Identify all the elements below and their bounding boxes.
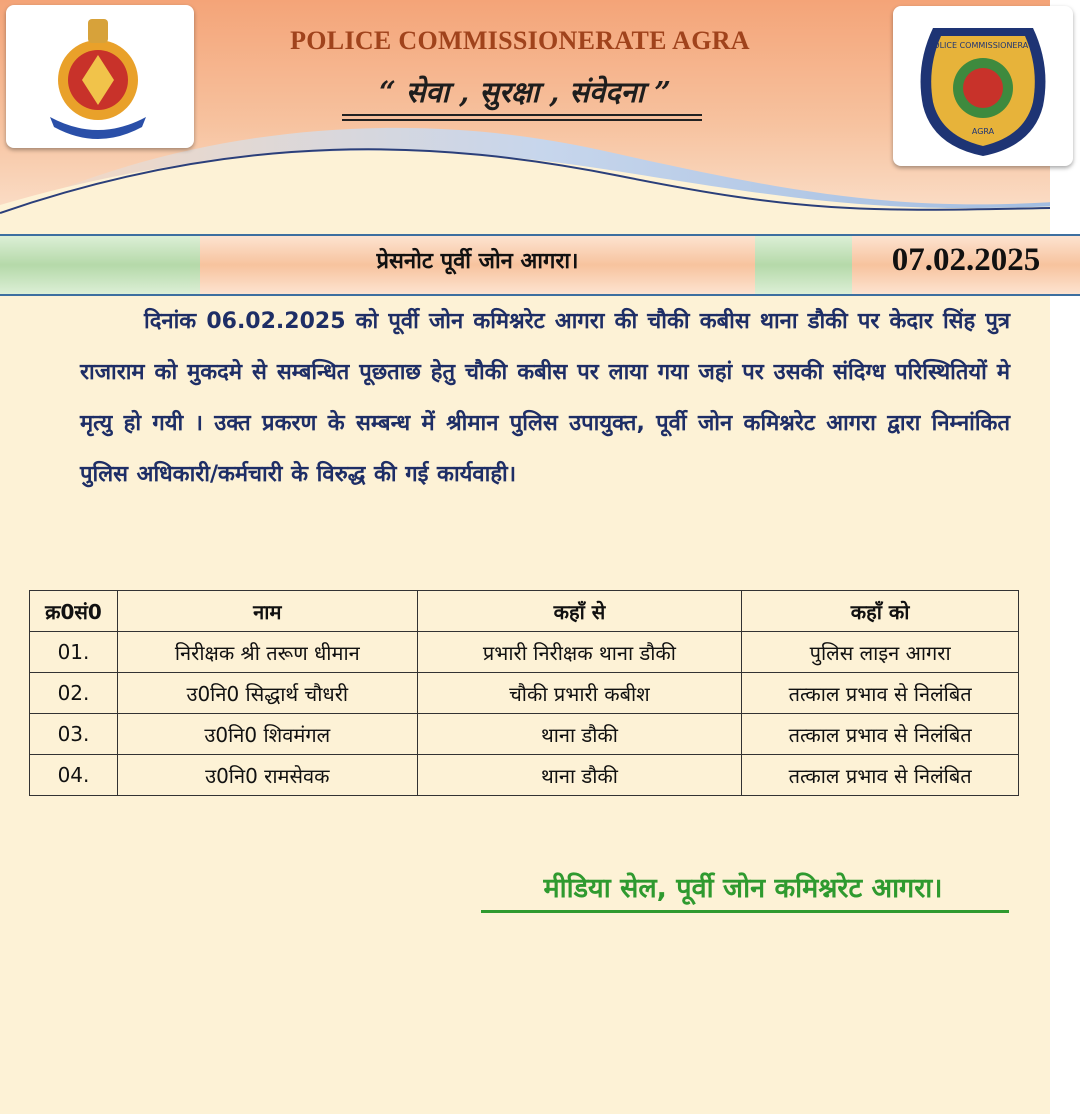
badge-bottom-text: AGRA	[971, 127, 995, 136]
police-commissionerate-badge-icon	[893, 6, 1073, 166]
cell-to: तत्काल प्रभाव से निलंबित	[742, 755, 1019, 796]
motto: “ सेवा , सुरक्षा , संवेदना ”	[379, 75, 671, 109]
cell-to: तत्काल प्रभाव से निलंबित	[742, 673, 1019, 714]
cell-from: थाना डौकी	[417, 755, 742, 796]
media-cell-signature: मीडिया सेल, पूर्वी जोन कमिश्नरेट आगरा।	[543, 873, 943, 904]
up-police-logo	[6, 5, 194, 148]
cell-name: उ0नि0 शिवमंगल	[117, 714, 417, 755]
header-to: कहाँ को	[742, 591, 1019, 632]
cell-from: थाना डौकी	[417, 714, 742, 755]
press-note-date: 07.02.2025	[891, 242, 1041, 278]
press-note-paragraph: दिनांक 06.02.2025 को पूर्वी जोन कमिश्नरेट आगरा की चौकी कबीस थाना डौकी पर केदार सिंह पुत्र राजाराम को मुकदमे से सम्बन्धित पूछताछ हेतु चौकी कबीस पर लाया गया जहां पर उसकी संदिग्ध परिस्थितियों मे मृत्यु हो गयी । उक्त प्रकरण के सम्बन्ध में श्रीमान पुलिस उपायुक्त, पूर्वी जोन कमिश्नरेट आगरा द्वारा निम्नांकित पुलिस अधिकारी/कर्मचारी के विरुद्ध की गई कार्यवाही।	[80, 309, 1010, 487]
signature-underline	[481, 910, 1009, 913]
cell-serial: 02.	[30, 673, 118, 714]
cell-name: निरीक्षक श्री तरूण धीमान	[117, 632, 417, 673]
cell-from: प्रभारी निरीक्षक थाना डौकी	[417, 632, 742, 673]
table-row	[30, 632, 1019, 673]
letterhead	[0, 0, 1080, 230]
commissionerate-logo	[893, 6, 1073, 166]
header-serial: क्र0सं0	[30, 591, 118, 632]
cell-from: चौकी प्रभारी कबीश	[417, 673, 742, 714]
cell-serial: 04.	[30, 755, 118, 796]
cell-serial: 03.	[30, 714, 118, 755]
banner-green-right	[755, 236, 852, 294]
header-from: कहाँ से	[417, 591, 742, 632]
cell-name: उ0नि0 सिद्धार्थ चौधरी	[117, 673, 417, 714]
banner-green-left	[0, 236, 200, 294]
motto-underline-2	[342, 119, 702, 121]
header-name: नाम	[117, 591, 417, 632]
letterhead-title: POLICE COMMISSIONERATE AGRA	[290, 26, 750, 55]
up-police-emblem-icon	[6, 5, 194, 148]
cell-name: उ0नि0 रामसेवक	[117, 755, 417, 796]
cell-to: तत्काल प्रभाव से निलंबित	[742, 714, 1019, 755]
table-row	[30, 714, 1019, 755]
table-row	[30, 755, 1019, 796]
cell-serial: 01.	[30, 632, 118, 673]
badge-top-text: POLICE COMMISSIONERATE	[928, 41, 1038, 50]
table-row	[30, 673, 1019, 714]
action-table	[29, 590, 1019, 796]
motto-underline	[342, 114, 702, 116]
press-note-heading: प्रेसनोट पूर्वी जोन आगरा।	[376, 249, 579, 274]
press-note-banner	[0, 234, 1080, 296]
cell-to: पुलिस लाइन आगरा	[742, 632, 1019, 673]
table-header-row	[30, 591, 1019, 632]
